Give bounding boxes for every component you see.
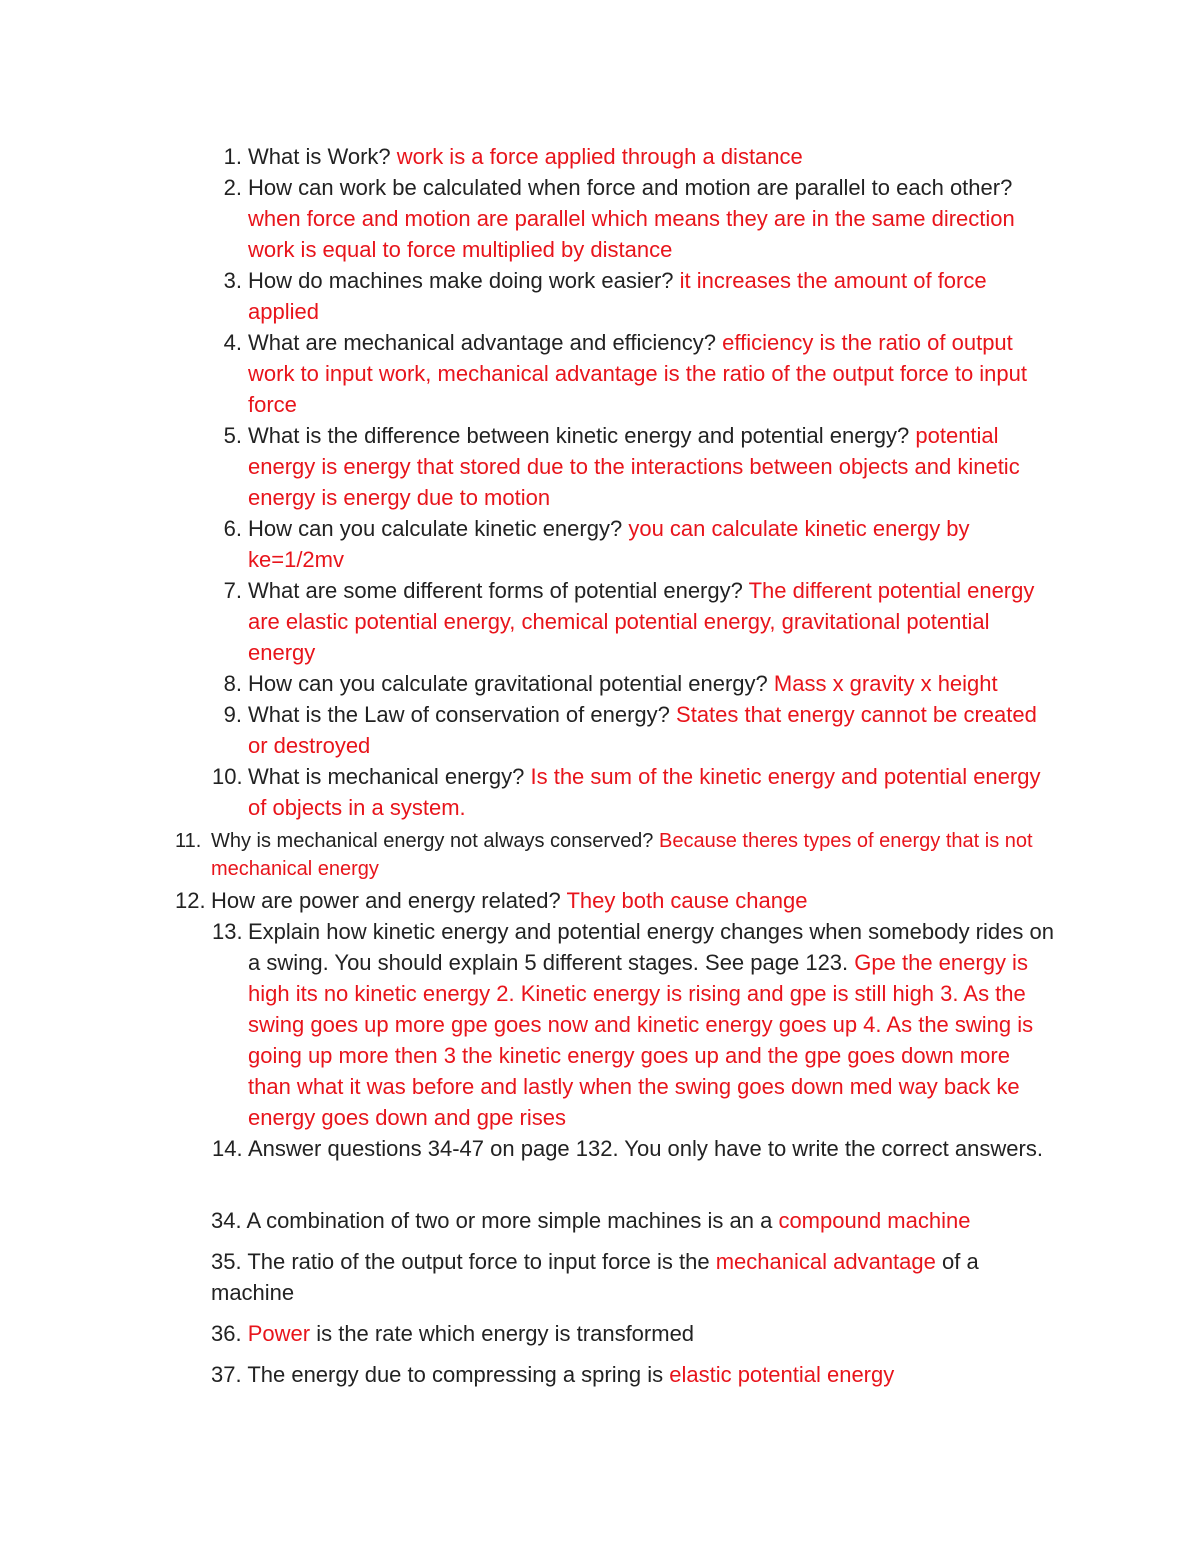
answer-number: 34. <box>211 1208 242 1233</box>
answer-line <box>211 1359 1051 1390</box>
answer-fill: mechanical advantage <box>715 1249 936 1274</box>
answer-text: it increases the amount of force applied <box>248 268 987 324</box>
list-item <box>223 699 1058 761</box>
answer-fill: Power <box>247 1321 311 1346</box>
answer-number: 36. <box>211 1321 242 1346</box>
question-text: What is Work? <box>248 144 391 169</box>
item-number: 7. <box>223 578 242 603</box>
answer-text: efficiency is the ratio of output work to input work, mechanical advantage is the ratio of the output force to input force <box>248 330 1028 417</box>
answer-text: work is a force applied through a distance <box>396 144 803 169</box>
answer-line <box>211 1246 1051 1308</box>
answer-text: States that energy cannot be created or destroyed <box>248 702 1037 758</box>
item-number: 12. <box>175 888 206 913</box>
item-number: 13. <box>212 919 243 944</box>
question-text: Why is mechanical energy not always conserved? <box>211 830 654 852</box>
answer-number: 37. <box>211 1362 242 1387</box>
answer-text: Gpe the energy is high its no kinetic energy 2. Kinetic energy is rising and gpe is still high 3. As the swing goes up more gpe goes now and kinetic energy goes up 4. As the swing is going up more then 3 the kinetic energy goes up and the gpe goes down more than what it was before and lastly when the swing goes down med way back ke energy goes down and gpe rises <box>248 950 1034 1130</box>
item-number: 4. <box>223 330 242 355</box>
answer-text: you can calculate kinetic energy by ke=1/2mv <box>248 516 970 572</box>
item-number: 3. <box>223 268 242 293</box>
list-item <box>175 827 1051 883</box>
answer-line <box>211 1318 1051 1349</box>
question-text: Explain how kinetic energy and potential energy changes when somebody rides on a swing. You should explain 5 different stages. See page 123. <box>248 919 1054 975</box>
answer-text: They both cause change <box>566 888 808 913</box>
item-number: 10. <box>212 764 243 789</box>
list-item <box>175 885 1051 916</box>
answer-prefix: The energy due to compressing a spring is <box>247 1362 664 1387</box>
answer-fill: elastic potential energy <box>669 1362 895 1387</box>
list-item <box>223 141 1058 172</box>
question-text: What is the difference between kinetic energy and potential energy? <box>248 423 910 448</box>
answer-text: Mass x gravity x height <box>773 671 998 696</box>
item-number: 1. <box>223 144 242 169</box>
answer-fill: compound machine <box>778 1208 971 1233</box>
list-item <box>223 172 1058 265</box>
answer-text: Is the sum of the kinetic energy and potential energy of objects in a system. <box>248 764 1041 820</box>
question-text: What is mechanical energy? <box>248 764 525 789</box>
list-item <box>212 916 1058 1133</box>
item-number: 5. <box>223 423 242 448</box>
answer-text: The different potential energy are elastic potential energy, chemical potential energy, gravitational potential energy <box>248 578 1035 665</box>
list-item <box>223 420 1058 513</box>
list-item <box>212 761 1058 823</box>
list-item <box>223 668 1058 699</box>
answer-number: 35. <box>211 1249 242 1274</box>
question-text: How do machines make doing work easier? <box>248 268 674 293</box>
answer-text: potential energy is energy that stored due to the interactions between objects and kinetic energy is energy due to motion <box>248 423 1020 510</box>
question-text: How can work be calculated when force and motion are parallel to each other? <box>248 175 1013 200</box>
answer-text: Because theres types of energy that is not mechanical energy <box>211 830 1033 880</box>
answer-suffix: of a machine <box>211 1249 979 1305</box>
item-number: 2. <box>223 175 242 200</box>
question-text: What are mechanical advantage and efficiency? <box>248 330 716 355</box>
item-number: 9. <box>223 702 242 727</box>
question-text: How can you calculate kinetic energy? <box>248 516 623 541</box>
question-text: What is the Law of conservation of energy? <box>248 702 670 727</box>
question-text: How are power and energy related? <box>211 888 561 913</box>
list-item <box>223 575 1058 668</box>
question-text: Answer questions 34-47 on page 132. You only have to write the correct answers. <box>248 1136 1043 1161</box>
item-number: 14. <box>212 1136 243 1161</box>
list-item <box>212 1133 1058 1164</box>
answer-suffix: is the rate which energy is transformed <box>316 1321 695 1346</box>
question-text: How can you calculate gravitational potential energy? <box>248 671 768 696</box>
answer-prefix: A combination of two or more simple machines is an a <box>246 1208 773 1233</box>
item-number: 11. <box>175 830 202 852</box>
list-item <box>223 513 1058 575</box>
list-item <box>223 327 1058 420</box>
answer-line <box>211 1205 1051 1236</box>
answer-text: when force and motion are parallel which means they are in the same direction work is equal to force multiplied by distance <box>248 206 1015 262</box>
question-text: What are some different forms of potential energy? <box>248 578 743 603</box>
item-number: 8. <box>223 671 242 696</box>
list-item <box>223 265 1058 327</box>
answer-prefix: The ratio of the output force to input force is the <box>247 1249 710 1274</box>
item-number: 6. <box>223 516 242 541</box>
